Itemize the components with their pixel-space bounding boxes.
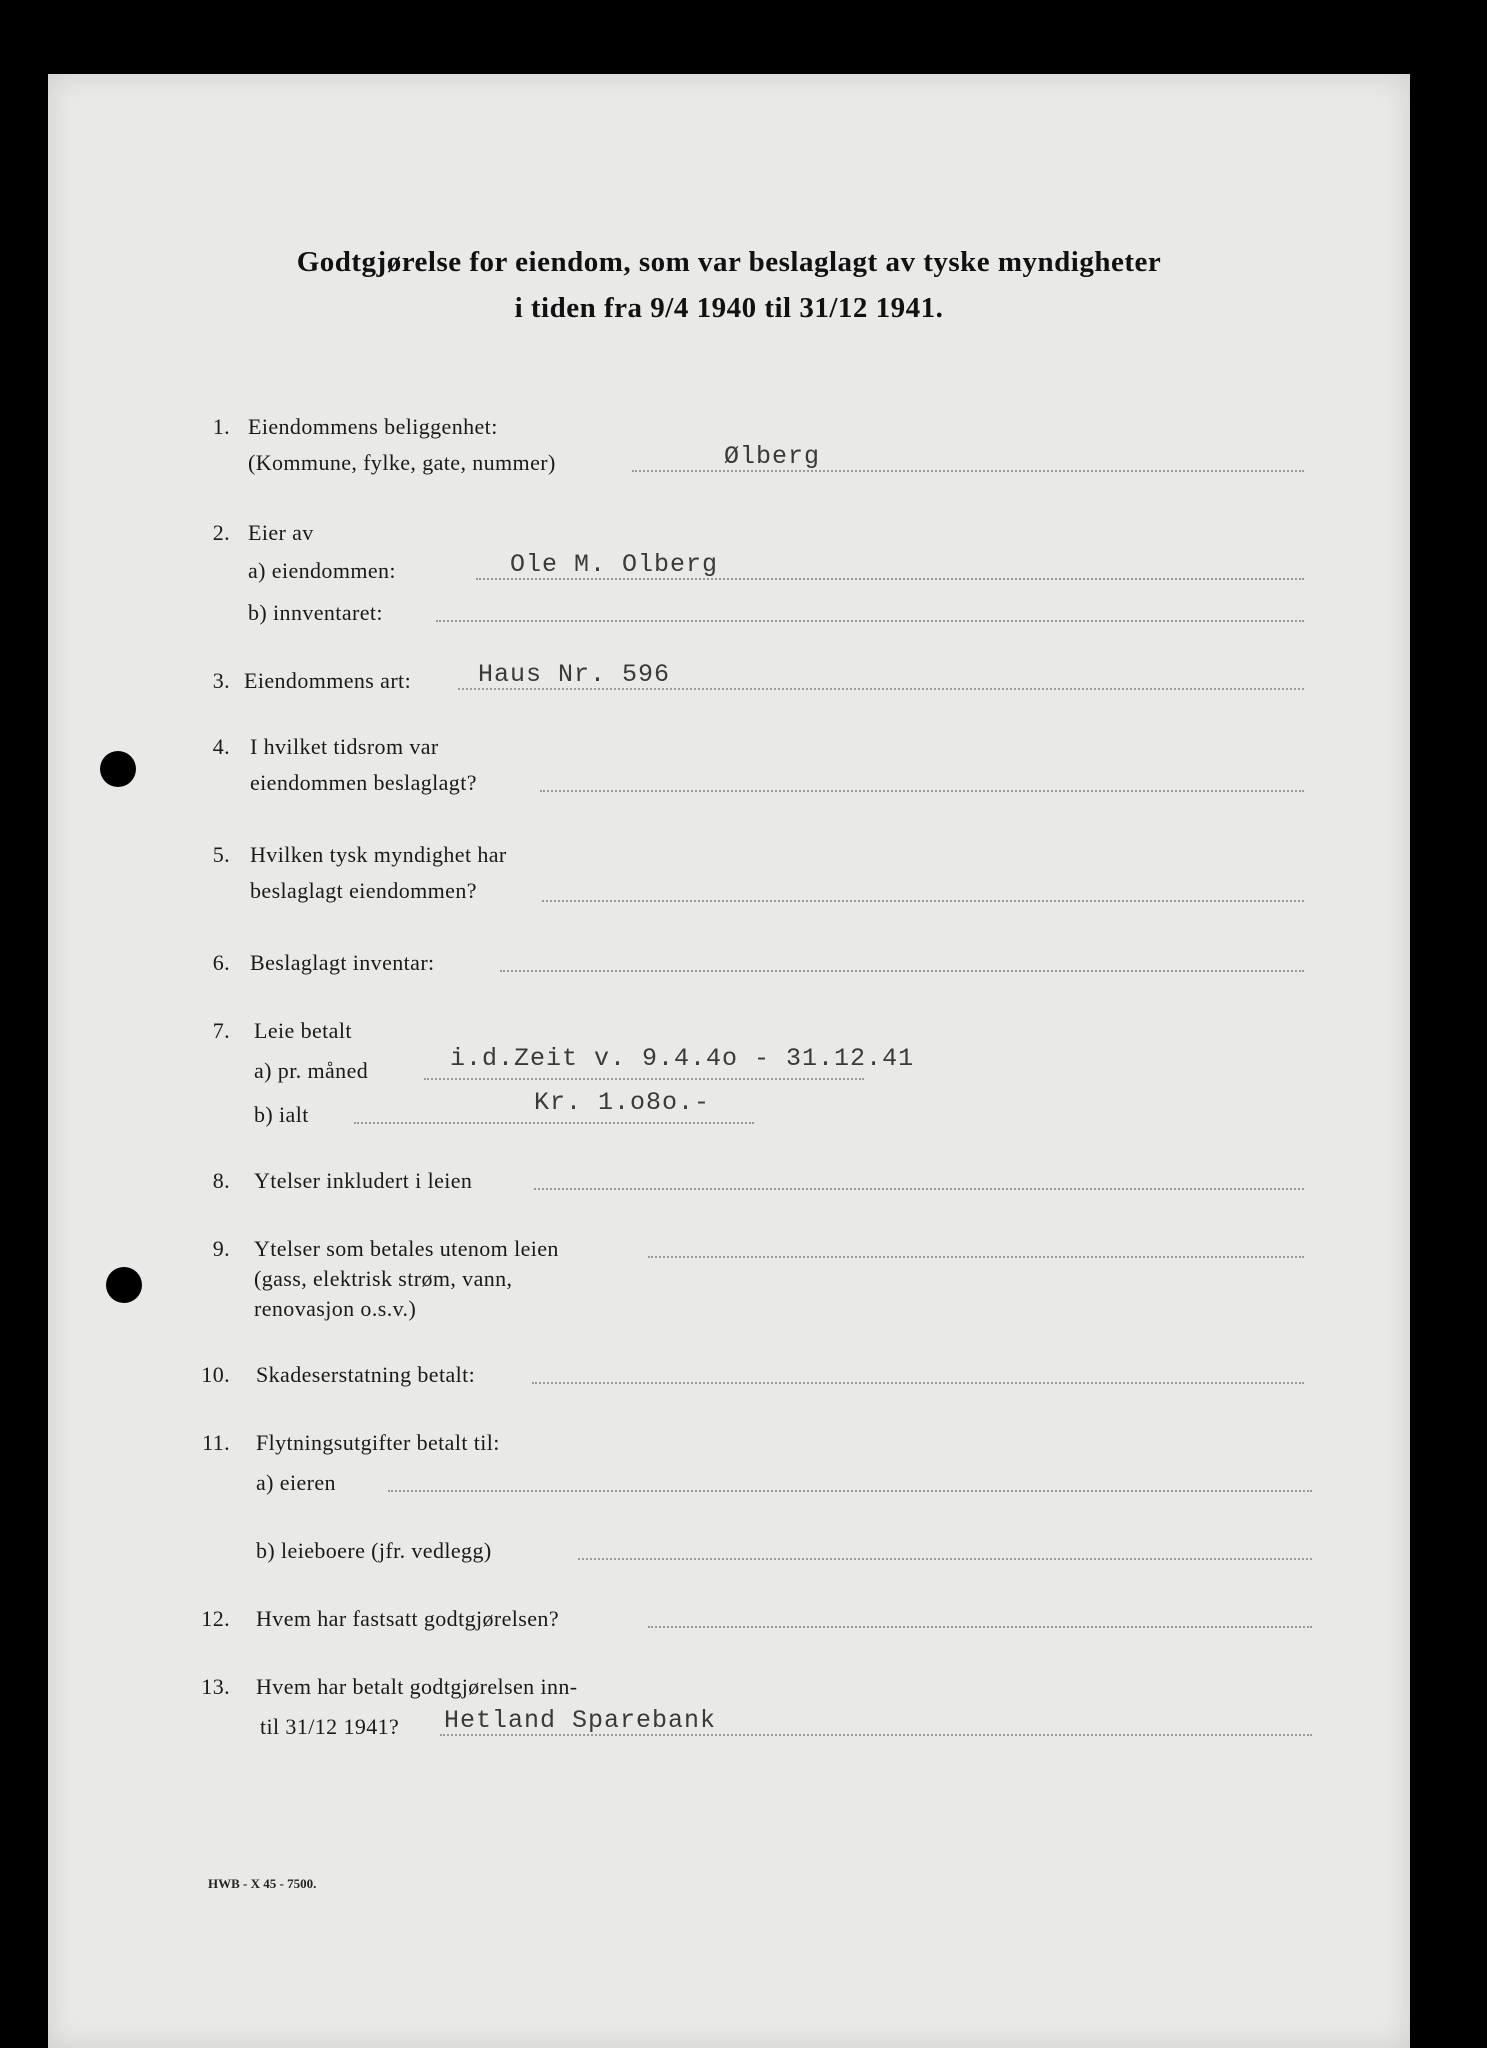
answer-rent-period: i.d.Zeit v. 9.4.4o - 31.12.41 [450,1044,915,1073]
answer-payer: Hetland Sparebank [444,1706,717,1735]
item-sublabel-a: a) eieren [256,1470,336,1495]
form-title-line-2: i tiden fra 9/4 1940 til 31/12 1941. [514,292,944,324]
item-label: Eier av [248,520,314,545]
answer-line [534,1188,1304,1190]
form-footer-code: HWB - X 45 - 7500. [208,1876,317,1891]
item-number: 11. [202,1430,230,1455]
item-label: Eiendommens beliggenhet: [248,414,498,439]
answer-line [388,1490,1312,1492]
answer-property-type: Haus Nr. 596 [478,660,671,689]
answer-location: Ølberg [724,442,821,471]
item-sublabel: (Kommune, fylke, gate, nummer) [248,450,556,475]
item-label: Ytelser inkludert i leien [254,1168,473,1193]
item-label: Hvem har fastsatt godtgjørelsen? [256,1606,559,1631]
item-sublabel: renovasjon o.s.v.) [254,1296,417,1321]
item-number: 13. [201,1674,230,1699]
item-label: Ytelser som betales utenom leien [254,1236,559,1261]
item-number: 1. [212,414,230,439]
answer-line [436,620,1304,622]
item-sublabel: til 31/12 1941? [260,1714,400,1739]
item-number: 7. [212,1018,230,1043]
punch-hole-bottom [106,1267,142,1303]
item-label: Beslaglagt inventar: [250,950,435,975]
form-title-line-1: Godtgjørelse for eiendom, som var beslaglagt av tyske myndigheter [296,246,1162,278]
item-number: 9. [212,1236,230,1261]
answer-line [578,1558,1312,1560]
answer-line [354,1122,754,1124]
item-label: Hvilken tysk myndighet har [250,842,507,867]
item-number: 3. [212,668,230,693]
item-sublabel-a: a) pr. måned [254,1058,369,1083]
answer-line [648,1626,1312,1628]
item-label: Eiendommens art: [244,668,412,693]
answer-line [540,790,1304,792]
item-label: Flytningsutgifter betalt til: [256,1430,500,1455]
answer-line [500,970,1304,972]
answer-line [542,900,1304,902]
item-label: I hvilket tidsrom var [250,734,439,759]
form-page [48,74,1410,2048]
item-sublabel-b: b) leieboere (jfr. vedlegg) [256,1538,492,1563]
item-label: Hvem har betalt godtgjørelsen inn- [256,1674,578,1699]
punch-hole-top [100,751,136,787]
item-number: 6. [212,950,230,975]
item-sublabel-a: a) eiendommen: [248,558,396,583]
answer-line [424,1078,864,1080]
item-label: Leie betalt [254,1018,352,1043]
item-number: 10. [201,1362,230,1387]
item-number: 5. [212,842,230,867]
answer-line [532,1382,1304,1384]
item-number: 2. [212,520,230,545]
item-sublabel: eiendommen beslaglagt? [250,770,477,795]
item-number: 4. [212,734,230,759]
item-number: 12. [201,1606,230,1631]
item-label: Skadeserstatning betalt: [256,1362,476,1387]
item-sublabel: (gass, elektrisk strøm, vann, [254,1266,513,1291]
item-number: 8. [212,1168,230,1193]
answer-line [648,1256,1304,1258]
item-sublabel-b: b) ialt [254,1102,309,1127]
item-sublabel-b: b) innventaret: [248,600,383,625]
answer-owner: Ole M. Olberg [510,550,719,579]
answer-rent-total: Kr. 1.o8o.- [534,1088,711,1117]
item-sublabel: beslaglagt eiendommen? [250,878,477,903]
